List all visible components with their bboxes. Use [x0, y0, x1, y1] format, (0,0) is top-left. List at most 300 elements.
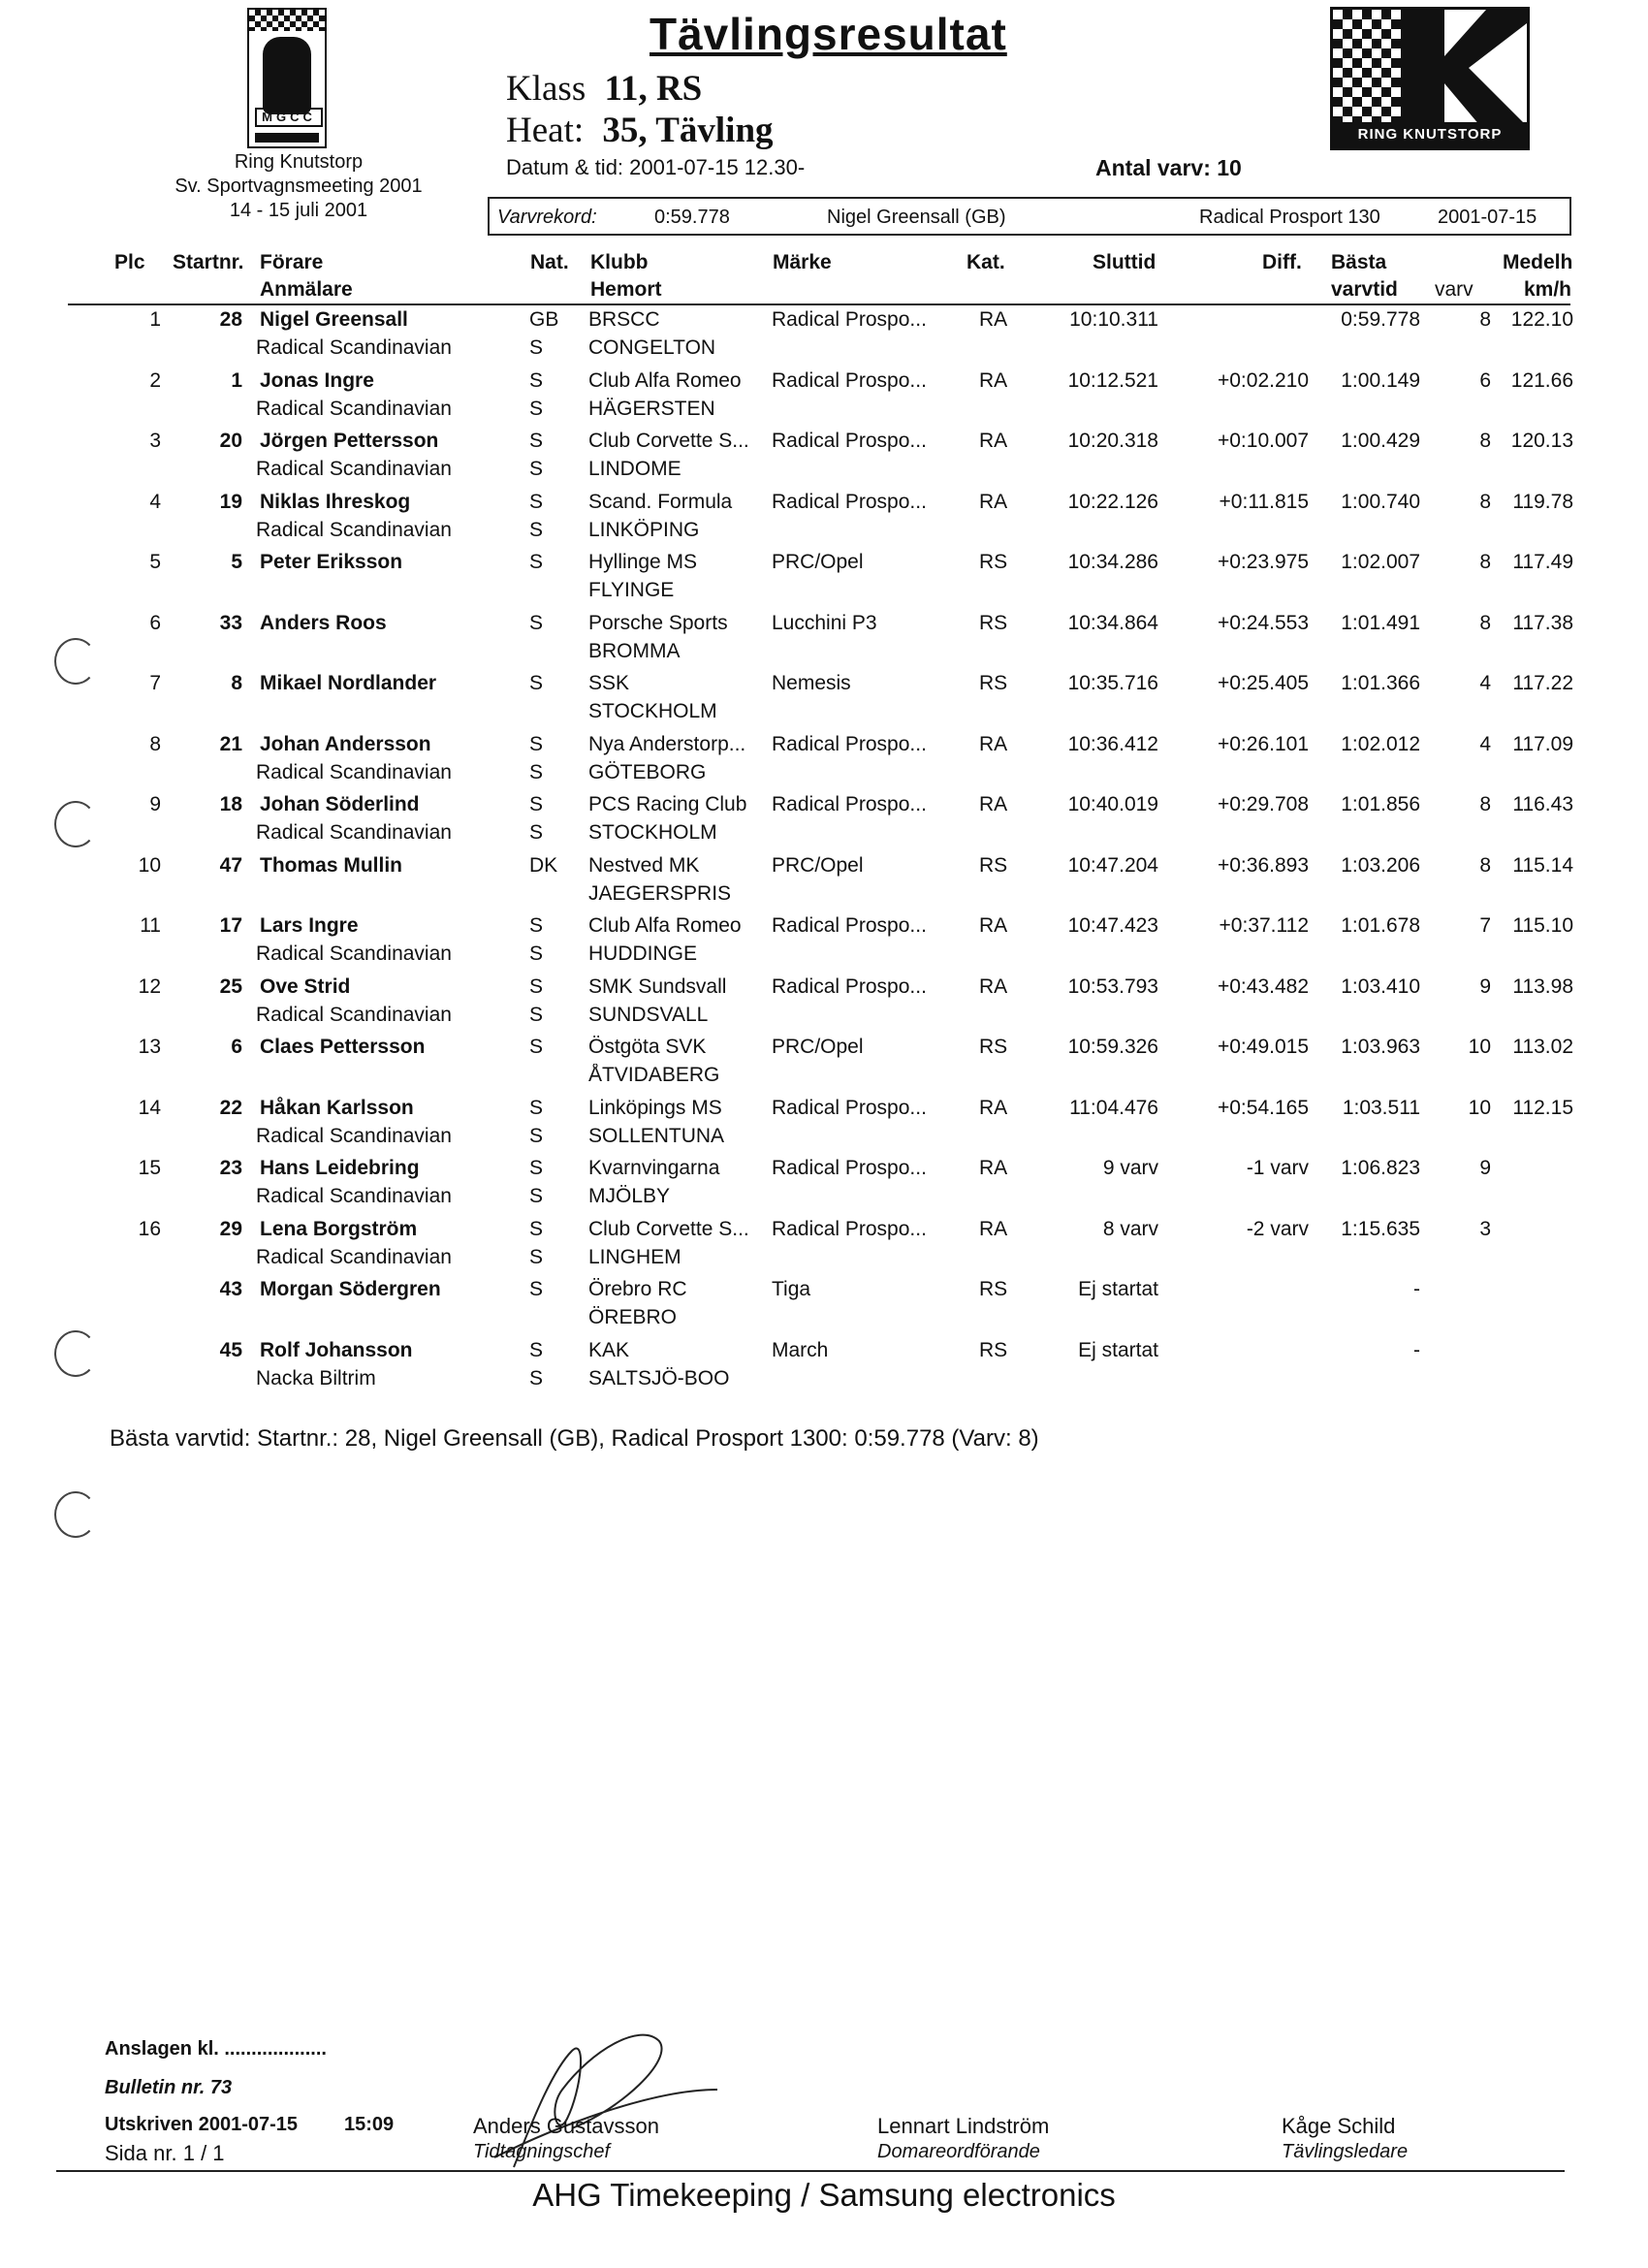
finish-time-cell: Ej startat	[1078, 1339, 1158, 1361]
category-cell: RS	[979, 551, 1008, 573]
footer-divider	[56, 2170, 1565, 2172]
make-cell: Radical Prospo...	[772, 369, 927, 392]
finish-time-cell: 9 varv	[1102, 1157, 1158, 1179]
col-basta: Bästa	[1331, 251, 1387, 273]
driver-cell: Lars Ingre	[260, 914, 359, 937]
avg-speed-cell: 121.66	[1510, 369, 1573, 392]
best-lap-number-cell: 10	[1468, 1036, 1491, 1058]
club-cell: Club Alfa Romeo	[588, 914, 742, 937]
startnr-cell: 22	[219, 1097, 242, 1119]
club-cell: SMK Sundsvall	[588, 975, 727, 998]
best-lap-number-cell: 8	[1479, 491, 1491, 513]
club-cell: Club Alfa Romeo	[588, 369, 742, 392]
plc-cell: 10	[138, 854, 161, 877]
col-medelh: Medelh	[1503, 251, 1573, 273]
finish-time-cell: 10:20.318	[1067, 430, 1158, 452]
nat-cell: S	[529, 369, 544, 392]
startnr-cell: 8	[231, 672, 242, 694]
avg-speed-cell: 119.78	[1512, 491, 1573, 513]
town-cell: BROMMA	[588, 640, 681, 662]
timekeeping-credit: AHG Timekeeping / Samsung electronics	[532, 2177, 1116, 2213]
best-lap-cell: 0:59.778	[1341, 308, 1420, 331]
signer-2-name: Lennart Lindström	[877, 2114, 1050, 2138]
avg-speed-cell: 115.10	[1512, 914, 1573, 937]
entrant-nat-cell: S	[529, 336, 544, 359]
town-cell: JAEGERSPRIS	[588, 882, 732, 905]
driver-cell: Johan Söderlind	[260, 793, 420, 815]
finish-time-cell: Ej startat	[1078, 1278, 1158, 1300]
best-lap-cell: 1:01.678	[1341, 914, 1420, 937]
col-klubb: Klubb	[590, 251, 649, 273]
finish-time-cell: 11:04.476	[1069, 1097, 1158, 1119]
town-cell: ÖREBRO	[588, 1306, 678, 1328]
entrant-nat-cell: S	[529, 1246, 544, 1268]
finish-time-cell: 10:34.864	[1067, 612, 1158, 634]
nat-cell: S	[529, 733, 544, 755]
startnr-cell: 28	[219, 308, 242, 331]
finish-time-cell: 10:47.423	[1067, 914, 1158, 937]
nat-cell: S	[529, 1097, 544, 1119]
category-cell: RA	[979, 793, 1008, 815]
make-cell: Radical Prospo...	[772, 1097, 927, 1119]
make-cell: Radical Prospo...	[772, 733, 927, 755]
startnr-cell: 5	[231, 551, 242, 573]
diff-cell: +0:29.708	[1217, 793, 1309, 815]
nat-cell: S	[529, 612, 544, 634]
startnr-cell: 43	[219, 1278, 242, 1300]
finish-time-cell: 10:34.286	[1067, 551, 1158, 573]
punch-hole	[54, 1330, 97, 1377]
make-cell: Radical Prospo...	[772, 491, 927, 513]
town-cell: SUNDSVALL	[588, 1004, 709, 1026]
town-cell: LINKÖPING	[588, 519, 700, 541]
col-varv: varv	[1435, 278, 1474, 301]
category-cell: RA	[979, 1218, 1008, 1240]
header-divider	[68, 303, 1570, 305]
best-lap-cell: 1:01.366	[1341, 672, 1420, 694]
col-kat: Kat.	[967, 251, 1005, 273]
diff-cell: -2 varv	[1246, 1218, 1309, 1240]
category-cell: RA	[979, 430, 1008, 452]
town-cell: FLYINGE	[588, 579, 675, 601]
best-lap-number-cell: 3	[1479, 1218, 1491, 1240]
make-cell: Nemesis	[772, 672, 851, 694]
signer-1-role: Tidtagningschef	[473, 2141, 611, 2162]
avg-speed-cell: 120.13	[1510, 430, 1573, 452]
startnr-cell: 17	[219, 914, 242, 937]
avg-speed-cell: 122.10	[1510, 308, 1573, 331]
date-time: Datum & tid: 2001-07-15 12.30-	[506, 155, 806, 179]
entrant-cell: Radical Scandinavian	[256, 519, 452, 541]
best-lap-summary: Bästa varvtid: Startnr.: 28, Nigel Greensall (GB), Radical Prosport 1300: 0:59.778 (Varv: 8)	[110, 1425, 1039, 1452]
club-cell: SSK	[588, 672, 630, 694]
ring-knutstorp-logo	[1330, 7, 1530, 150]
best-lap-number-cell: 6	[1479, 369, 1491, 392]
entrant-cell: Radical Scandinavian	[256, 398, 452, 420]
driver-cell: Mikael Nordlander	[260, 672, 437, 694]
town-cell: GÖTEBORG	[588, 761, 707, 783]
punch-hole	[54, 638, 97, 685]
best-lap-number-cell: 4	[1479, 733, 1491, 755]
best-lap-number-cell: 9	[1479, 1157, 1491, 1179]
entrant-nat-cell: S	[529, 821, 544, 844]
printed-date: Utskriven 2001-07-15	[105, 2114, 299, 2135]
club-cell: KAK	[588, 1339, 630, 1361]
entrant-nat-cell: S	[529, 942, 544, 965]
make-cell: Radical Prospo...	[772, 914, 927, 937]
driver-cell: Anders Roos	[260, 612, 387, 634]
org-dates: 14 - 15 juli 2001	[229, 200, 368, 221]
diff-cell: +0:37.112	[1219, 914, 1309, 937]
category-cell: RA	[979, 733, 1008, 755]
category-cell: RS	[979, 1339, 1008, 1361]
plc-cell: 12	[138, 975, 161, 998]
best-lap-number-cell: 8	[1479, 308, 1491, 331]
make-cell: Radical Prospo...	[772, 1218, 927, 1240]
diff-cell: +0:24.553	[1217, 612, 1309, 634]
klass-value: 11, RS	[604, 69, 703, 109]
startnr-cell: 19	[219, 491, 242, 513]
town-cell: HÄGERSTEN	[588, 398, 715, 420]
best-lap-number-cell: 9	[1479, 975, 1491, 998]
signer-3-name: Kåge Schild	[1282, 2114, 1396, 2138]
diff-cell: +0:23.975	[1217, 551, 1309, 573]
finish-time-cell: 10:47.204	[1067, 854, 1158, 877]
make-cell: March	[772, 1339, 829, 1361]
club-cell: Scand. Formula	[588, 491, 733, 513]
plc-cell: 9	[149, 793, 161, 815]
plc-cell: 15	[138, 1157, 161, 1179]
startnr-cell: 18	[219, 793, 242, 815]
best-lap-cell: -	[1413, 1278, 1420, 1300]
startnr-cell: 20	[219, 430, 242, 452]
startnr-cell: 25	[219, 975, 242, 998]
driver-cell: Thomas Mullin	[260, 854, 402, 877]
driver-cell: Rolf Johansson	[260, 1339, 413, 1361]
nat-cell: S	[529, 491, 544, 513]
entrant-nat-cell: S	[529, 519, 544, 541]
klass-label: Klass	[506, 69, 586, 109]
startnr-cell: 29	[219, 1218, 242, 1240]
finish-time-cell: 10:10.311	[1069, 308, 1158, 331]
plc-cell: 8	[149, 733, 161, 755]
k-letter-icon	[1372, 10, 1527, 126]
entrant-nat-cell: S	[529, 1125, 544, 1147]
driver-cell: Morgan Södergren	[260, 1278, 441, 1300]
finish-time-cell: 10:22.126	[1067, 491, 1158, 513]
best-lap-cell: 1:01.491	[1341, 612, 1420, 634]
bulletin-number: Bulletin nr. 73	[105, 2077, 233, 2098]
nat-cell: S	[529, 672, 544, 694]
best-lap-cell: 1:03.206	[1341, 854, 1420, 877]
col-kmh: km/h	[1524, 278, 1572, 301]
diff-cell: +0:43.482	[1217, 975, 1309, 998]
category-cell: RS	[979, 672, 1008, 694]
entrant-cell: Radical Scandinavian	[256, 1125, 452, 1147]
record-label: Varvrekord:	[497, 207, 597, 228]
lap-count: Antal varv: 10	[1095, 155, 1242, 180]
entrant-cell: Radical Scandinavian	[256, 761, 452, 783]
driver-cell: Nigel Greensall	[260, 308, 408, 331]
finish-time-cell: 10:12.521	[1067, 369, 1158, 392]
make-cell: Radical Prospo...	[772, 793, 927, 815]
club-cell: Örebro RC	[588, 1278, 687, 1300]
plc-cell: 5	[149, 551, 161, 573]
avg-speed-cell: 117.09	[1512, 733, 1573, 755]
best-lap-cell: 1:02.007	[1341, 551, 1420, 573]
avg-speed-cell: 117.38	[1512, 612, 1573, 634]
diff-cell: +0:10.007	[1217, 430, 1309, 452]
record-time: 0:59.778	[654, 207, 730, 228]
heat-value: 35, Tävling	[602, 111, 774, 150]
entrant-cell: Nacka Biltrim	[256, 1367, 376, 1390]
club-cell: Östgöta SVK	[588, 1036, 707, 1058]
entrant-nat-cell: S	[529, 1185, 544, 1207]
finish-time-cell: 10:36.412	[1067, 733, 1158, 755]
club-cell: Nya Anderstorp...	[588, 733, 746, 755]
best-lap-cell: -	[1413, 1339, 1420, 1361]
signer-2-role: Domareordförande	[877, 2141, 1040, 2162]
driver-cell: Jörgen Pettersson	[260, 430, 439, 452]
best-lap-cell: 1:00.740	[1341, 491, 1420, 513]
town-cell: STOCKHOLM	[588, 700, 717, 722]
category-cell: RS	[979, 1278, 1008, 1300]
col-forare: Förare	[260, 251, 324, 273]
col-anmalare: Anmälare	[260, 278, 353, 301]
checkered-flag-icon	[249, 10, 325, 31]
category-cell: RA	[979, 369, 1008, 392]
plc-cell: 14	[138, 1097, 161, 1119]
plc-cell: 11	[140, 914, 161, 937]
org-venue: Ring Knutstorp	[234, 151, 364, 173]
driver-cell: Claes Pettersson	[260, 1036, 426, 1058]
org-event: Sv. Sportvagnsmeeting 2001	[174, 176, 423, 197]
startnr-cell: 23	[219, 1157, 242, 1179]
avg-speed-cell: 116.43	[1512, 793, 1573, 815]
nat-cell: S	[529, 1278, 544, 1300]
town-cell: LINDOME	[588, 458, 681, 480]
avg-speed-cell: 113.98	[1512, 975, 1573, 998]
category-cell: RS	[979, 612, 1008, 634]
best-lap-cell: 1:03.963	[1341, 1036, 1420, 1058]
klass-line	[506, 68, 702, 110]
club-cell: Club Corvette S...	[588, 1218, 749, 1240]
best-lap-cell: 1:01.856	[1341, 793, 1420, 815]
best-lap-number-cell: 7	[1479, 914, 1491, 937]
entrant-cell: Radical Scandinavian	[256, 1185, 452, 1207]
diff-cell: +0:26.101	[1217, 733, 1309, 755]
town-cell: CONGELTON	[588, 336, 716, 359]
col-plc: Plc	[114, 251, 145, 273]
make-cell: Tiga	[772, 1278, 811, 1300]
nat-cell: S	[529, 914, 544, 937]
make-cell: PRC/Opel	[772, 1036, 864, 1058]
best-lap-number-cell: 4	[1479, 672, 1491, 694]
lap-record-box	[488, 197, 1571, 236]
best-lap-cell: 1:00.429	[1341, 430, 1420, 452]
category-cell: RA	[979, 914, 1008, 937]
record-date: 2001-07-15	[1438, 207, 1537, 228]
club-cell: PCS Racing Club	[588, 793, 747, 815]
driver-cell: Johan Andersson	[260, 733, 431, 755]
best-lap-cell: 1:03.410	[1341, 975, 1420, 998]
category-cell: RA	[979, 1097, 1008, 1119]
col-varvtid: varvtid	[1331, 278, 1398, 301]
club-cell: BRSCC	[588, 308, 660, 331]
startnr-cell: 21	[219, 733, 242, 755]
category-cell: RA	[979, 1157, 1008, 1179]
plc-cell: 3	[149, 430, 161, 452]
finish-time-cell: 10:40.019	[1067, 793, 1158, 815]
make-cell: Radical Prospo...	[772, 975, 927, 998]
nat-cell: S	[529, 1339, 544, 1361]
entrant-cell: Radical Scandinavian	[256, 336, 452, 359]
ring-knutstorp-logo-text: RING KNUTSTORP	[1333, 122, 1527, 147]
startnr-cell: 1	[231, 369, 242, 392]
deer-head-emblem-icon	[263, 37, 311, 114]
club-cell: Hyllinge MS	[588, 551, 698, 573]
finish-time-cell: 10:35.716	[1067, 672, 1158, 694]
plc-cell: 13	[138, 1036, 161, 1058]
mgcc-logo	[247, 8, 327, 148]
town-cell: HUDDINGE	[588, 942, 698, 965]
make-cell: Radical Prospo...	[772, 308, 927, 331]
best-lap-number-cell: 8	[1479, 793, 1491, 815]
diff-cell: +0:49.015	[1217, 1036, 1309, 1058]
town-cell: SALTSJÖ-BOO	[588, 1367, 730, 1390]
best-lap-cell: 1:06.823	[1341, 1157, 1420, 1179]
best-lap-cell: 1:03.511	[1342, 1097, 1420, 1119]
club-cell: Porsche Sports	[588, 612, 728, 634]
col-nat: Nat.	[530, 251, 569, 273]
club-cell: Nestved MK	[588, 854, 700, 877]
nat-cell: S	[529, 793, 544, 815]
club-cell: Kvarnvingarna	[588, 1157, 720, 1179]
startnr-cell: 33	[219, 612, 242, 634]
plc-cell: 4	[149, 491, 161, 513]
category-cell: RA	[979, 975, 1008, 998]
nat-cell: S	[529, 1157, 544, 1179]
category-cell: RA	[979, 308, 1008, 331]
driver-cell: Peter Eriksson	[260, 551, 403, 573]
make-cell: Radical Prospo...	[772, 430, 927, 452]
col-sluttid: Sluttid	[1093, 251, 1157, 273]
punch-hole	[54, 1491, 97, 1538]
best-lap-number-cell: 8	[1479, 854, 1491, 877]
record-car: Radical Prosport 130	[1199, 207, 1380, 228]
col-startnr: Startnr.	[173, 251, 244, 273]
heat-line	[506, 110, 774, 151]
posted-time: Anslagen kl. ...................	[105, 2038, 327, 2060]
plc-cell: 16	[138, 1218, 161, 1240]
town-cell: LINGHEM	[588, 1246, 681, 1268]
make-cell: Radical Prospo...	[772, 1157, 927, 1179]
startnr-cell: 47	[219, 854, 242, 877]
town-cell: ÅTVIDABERG	[588, 1064, 720, 1086]
startnr-cell: 45	[219, 1339, 242, 1361]
driver-cell: Jonas Ingre	[260, 369, 374, 392]
punch-hole	[54, 801, 97, 847]
diff-cell: +0:54.165	[1217, 1097, 1309, 1119]
diff-cell: +0:11.815	[1219, 491, 1309, 513]
best-lap-number-cell: 8	[1479, 551, 1491, 573]
entrant-cell: Radical Scandinavian	[256, 1246, 452, 1268]
town-cell: STOCKHOLM	[588, 821, 717, 844]
page-number: Sida nr. 1 / 1	[105, 2141, 225, 2165]
entrant-nat-cell: S	[529, 398, 544, 420]
driver-cell: Ove Strid	[260, 975, 351, 998]
page-title: Tävlingsresultat	[650, 9, 1007, 59]
avg-speed-cell: 113.02	[1512, 1036, 1573, 1058]
finish-time-cell: 8 varv	[1102, 1218, 1158, 1240]
nat-cell: S	[529, 975, 544, 998]
diff-cell: +0:25.405	[1217, 672, 1309, 694]
club-cell: Linköpings MS	[588, 1097, 722, 1119]
entrant-nat-cell: S	[529, 761, 544, 783]
col-diff: Diff.	[1262, 251, 1302, 273]
town-cell: SOLLENTUNA	[588, 1125, 725, 1147]
entrant-nat-cell: S	[529, 458, 544, 480]
diff-cell: -1 varv	[1246, 1157, 1309, 1179]
diff-cell: +0:02.210	[1217, 369, 1309, 392]
entrant-nat-cell: S	[529, 1367, 544, 1390]
best-lap-cell: 1:15.635	[1341, 1218, 1420, 1240]
startnr-cell: 6	[231, 1036, 242, 1058]
heat-label: Heat:	[506, 111, 585, 150]
mgcc-logo-text: MGCC	[255, 108, 323, 127]
avg-speed-cell: 112.15	[1512, 1097, 1573, 1119]
best-lap-number-cell: 8	[1479, 430, 1491, 452]
plc-cell: 2	[149, 369, 161, 392]
driver-cell: Niklas Ihreskog	[260, 491, 411, 513]
make-cell: Lucchini P3	[772, 612, 877, 634]
nat-cell: S	[529, 551, 544, 573]
signer-3-role: Tävlingsledare	[1282, 2141, 1409, 2162]
nat-cell: DK	[529, 854, 558, 877]
finish-time-cell: 10:59.326	[1067, 1036, 1158, 1058]
entrant-cell: Radical Scandinavian	[256, 458, 452, 480]
driver-cell: Lena Borgström	[260, 1218, 418, 1240]
entrant-nat-cell: S	[529, 1004, 544, 1026]
plc-cell: 7	[149, 672, 161, 694]
make-cell: PRC/Opel	[772, 854, 864, 877]
nat-cell: S	[529, 430, 544, 452]
avg-speed-cell: 115.14	[1512, 854, 1573, 877]
best-lap-number-cell: 8	[1479, 612, 1491, 634]
entrant-cell: Radical Scandinavian	[256, 1004, 452, 1026]
entrant-cell: Radical Scandinavian	[256, 942, 452, 965]
printed-time: 15:09	[344, 2114, 395, 2135]
diff-cell: +0:36.893	[1217, 854, 1309, 877]
entrant-cell: Radical Scandinavian	[256, 821, 452, 844]
category-cell: RS	[979, 854, 1008, 877]
category-cell: RA	[979, 491, 1008, 513]
signer-1-name: Anders Gustavsson	[473, 2114, 659, 2138]
make-cell: PRC/Opel	[772, 551, 864, 573]
avg-speed-cell: 117.49	[1512, 551, 1573, 573]
finish-time-cell: 10:53.793	[1067, 975, 1158, 998]
driver-cell: Håkan Karlsson	[260, 1097, 414, 1119]
avg-speed-cell: 117.22	[1512, 672, 1573, 694]
category-cell: RS	[979, 1036, 1008, 1058]
town-cell: MJÖLBY	[588, 1185, 671, 1207]
club-cell: Club Corvette S...	[588, 430, 749, 452]
nat-cell: S	[529, 1036, 544, 1058]
best-lap-cell: 1:00.149	[1341, 369, 1420, 392]
driver-cell: Hans Leidebring	[260, 1157, 420, 1179]
nat-cell: GB	[529, 308, 559, 331]
record-driver: Nigel Greensall (GB)	[827, 207, 1006, 228]
